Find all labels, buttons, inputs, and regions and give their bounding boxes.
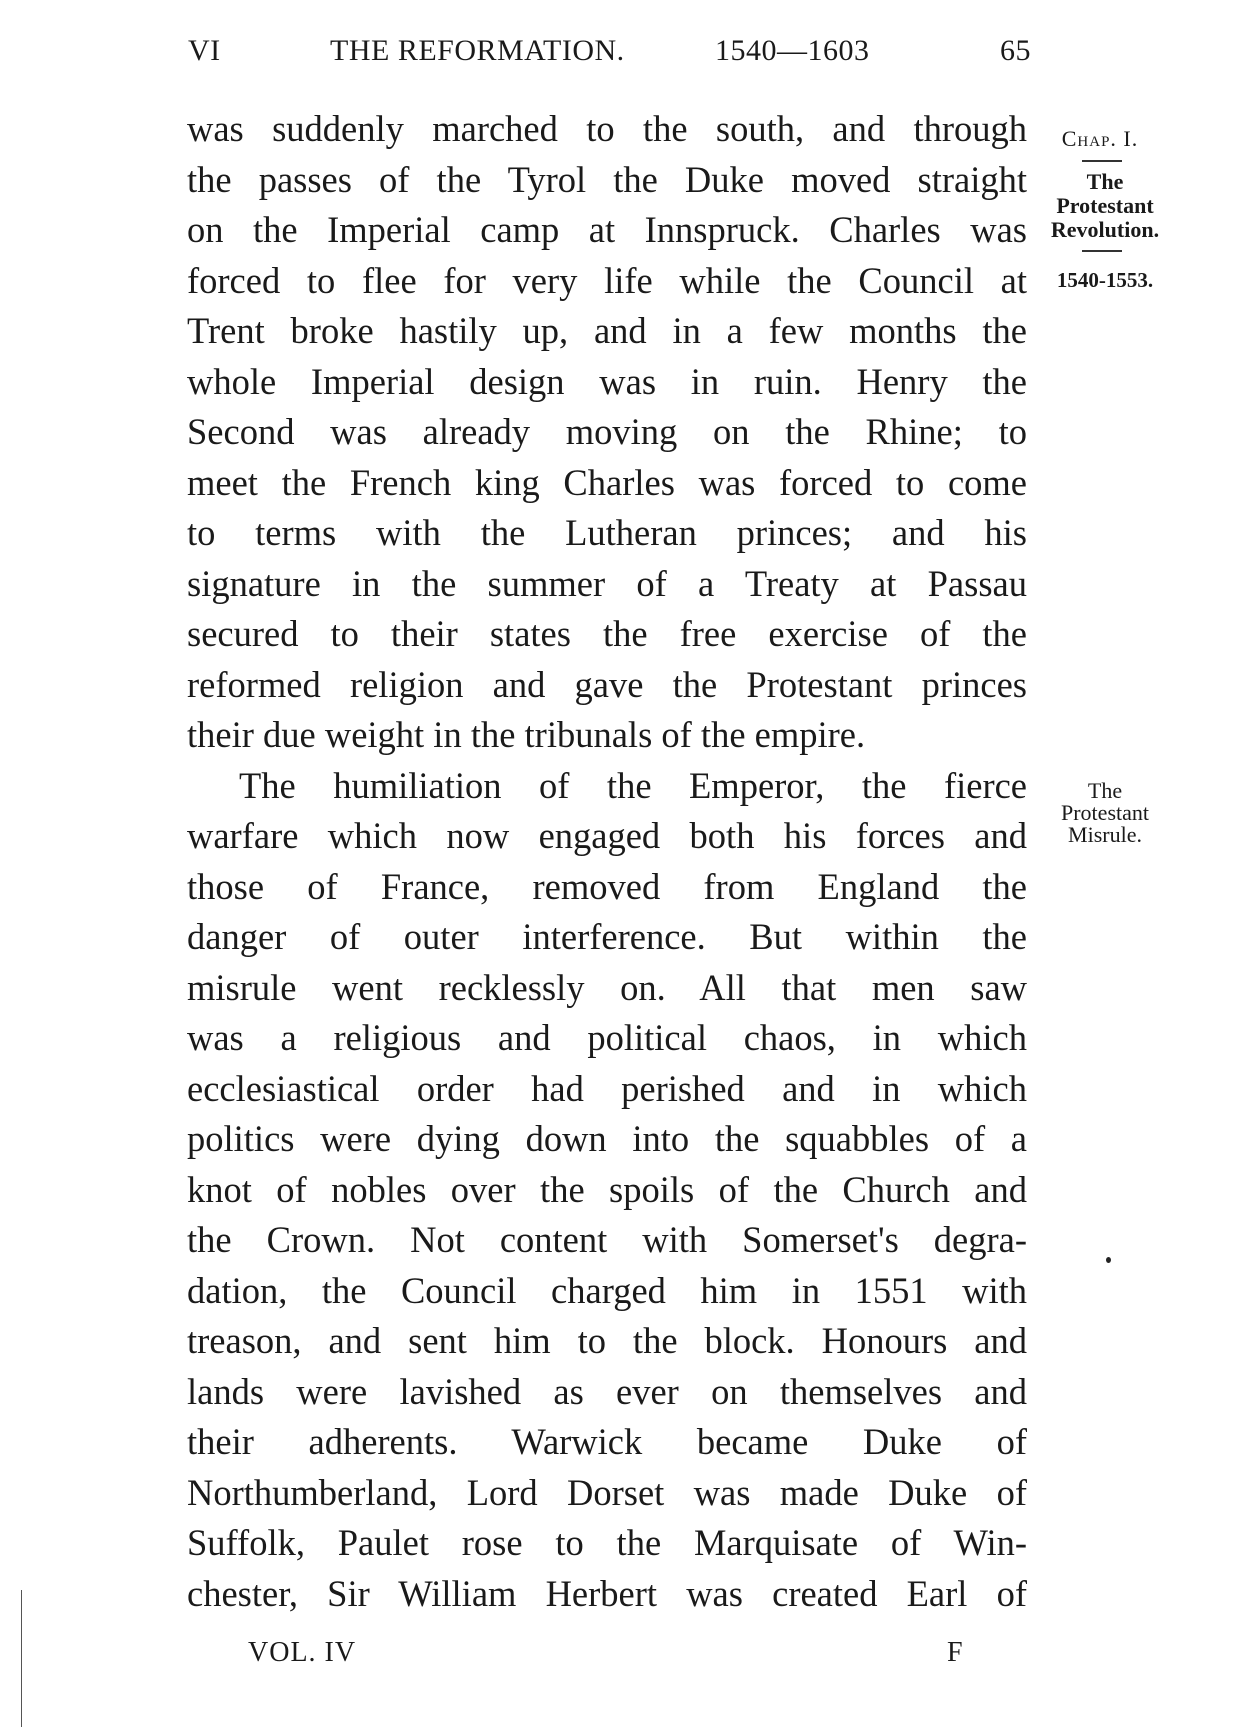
margin-rule	[1082, 160, 1122, 162]
margin-note-line: Revolution.	[1050, 217, 1160, 242]
chapter-number: VI	[188, 34, 221, 67]
running-years: 1540—1603	[715, 34, 870, 67]
margin-note-line: Misrule.	[1068, 822, 1142, 847]
page-number: 65	[1000, 34, 1031, 67]
text-line: was a religious and political chaos, in which	[187, 1017, 1027, 1058]
signature-volume: VOL. IV	[248, 1637, 357, 1668]
ink-speck	[1106, 1257, 1111, 1263]
margin-note-line: Protestant	[1056, 193, 1154, 218]
text-line: politics were dying down into the squabbles of a	[187, 1118, 1027, 1159]
margin-rule	[1082, 250, 1122, 252]
text-line: reformed religion and gave the Protestant princes	[187, 663, 1027, 705]
paragraph-1	[187, 104, 1027, 761]
text-line: dation, the Council charged him in 1551 with	[187, 1269, 1027, 1311]
text-line: was suddenly marched to the south, and through	[187, 108, 1027, 149]
text-line: Second was already moving on the Rhine; to	[187, 411, 1027, 452]
text-line: The humiliation of the Emperor, the fierce	[239, 764, 1027, 806]
text-line: to terms with the Lutheran princes; and his	[187, 512, 1027, 553]
text-line: Northumberland, Lord Dorset was made Duke of	[187, 1471, 1027, 1513]
running-head	[0, 34, 1240, 74]
margin-note-revolution	[1035, 170, 1175, 242]
text-line: treason, and sent him to the block. Honours and	[187, 1320, 1027, 1361]
text-line: the Crown. Not content with Somerset's degra-	[187, 1219, 1027, 1260]
margin-note-misrule	[1035, 780, 1175, 846]
text-line: danger of outer interference. But within the	[187, 916, 1027, 957]
text-line: lands were lavished as ever on themselves and	[187, 1370, 1027, 1412]
text-line: ecclesiastical order had perished and in which	[187, 1067, 1027, 1109]
running-title: THE REFORMATION.	[330, 34, 625, 67]
text-line: meet the French king Charles was forced to come	[187, 461, 1027, 503]
text-line: secured to their states the free exercise of the	[187, 613, 1027, 654]
margin-note-line: The	[1087, 778, 1123, 803]
text-line: warfare which now engaged both his forces and	[187, 815, 1027, 856]
text-line: Trent broke hastily up, and in a few months the	[187, 310, 1027, 351]
text-line: knot of nobles over the spoils of the Church and	[187, 1168, 1027, 1210]
text-line: forced to flee for very life while the Council at	[187, 259, 1027, 301]
text-line: the passes of the Tyrol the Duke moved straight	[187, 158, 1027, 200]
page-footer	[0, 1637, 1240, 1677]
text-line: whole Imperial design was in ruin. Henry the	[187, 360, 1027, 402]
text-line: signature in the summer of a Treaty at Passau	[187, 562, 1027, 604]
text-line: on the Imperial camp at Innspruck. Charles was	[187, 209, 1027, 250]
margin-note-line: The	[1086, 169, 1124, 194]
text-line: their due weight in the tribunals of the empire.	[187, 714, 866, 755]
text-line: Suffolk, Paulet rose to the Marquisate of Win-	[187, 1522, 1027, 1563]
text-line: misrule went recklessly on. All that men saw	[187, 966, 1027, 1008]
body-text	[187, 104, 1027, 1619]
text-line: their adherents. Warwick became Duke of	[187, 1421, 1027, 1462]
text-line: chester, Sir William Herbert was created Earl of	[187, 1572, 1027, 1614]
text-line: those of France, removed from England the	[187, 865, 1027, 907]
margin-note-dates: 1540-1553.	[1056, 268, 1154, 292]
signature-letter: F	[947, 1637, 963, 1668]
paragraph-2	[187, 761, 1027, 1620]
margin-note-chapter: Chap. I.	[1061, 126, 1139, 151]
margin-note-line: Protestant	[1061, 800, 1149, 825]
